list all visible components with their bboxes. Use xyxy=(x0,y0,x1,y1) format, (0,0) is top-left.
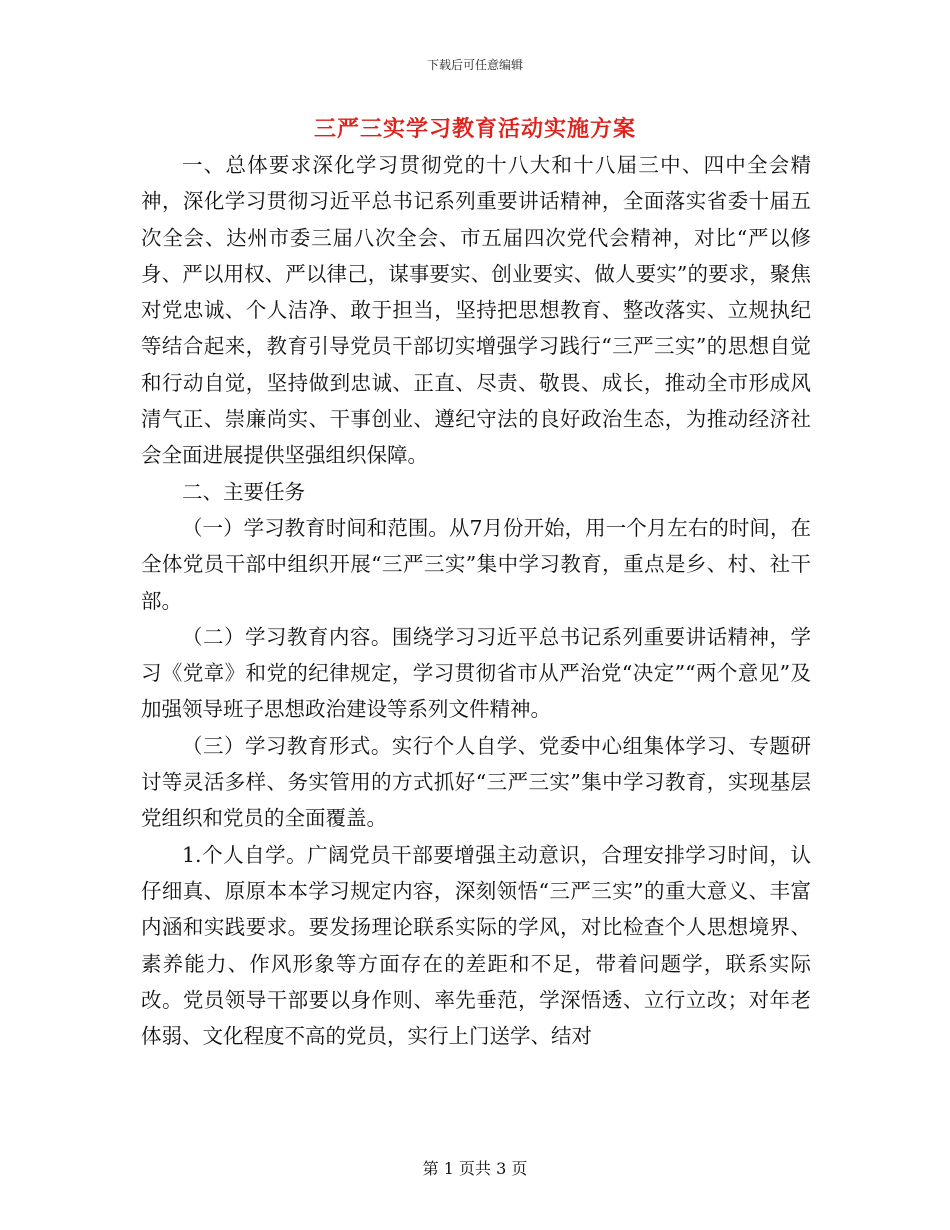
paragraph-content: （二）学习教育内容。围绕学习习近平总书记系列重要讲话精神，学习《党章》和党的纪律规定，学习贯彻省市从严治党“决定”“两个意见”及加强领导班子思想政治建设等系列文件精神。 xyxy=(141,624,811,722)
page-number: 第 1 页共 3 页 xyxy=(422,1159,528,1178)
paragraph-main-tasks-heading: 二、主要任务 xyxy=(182,479,305,504)
document-title: 三严三实学习教育活动实施方案 xyxy=(313,117,636,142)
paragraph-general-requirements: 一、总体要求深化学习贯彻党的十八大和十八届三中、四中全会精神，深化学习贯彻习近平总书记系列重要讲话精神，全面落实省委十届五次全会、达州市委三届八次全会、市五届四次党代会精神，对比“严以修身、严以用权、严以律己，谋事要实、创业要实、做人要实”的要求，聚焦对党忠诚、个人洁净、敢于担当，坚持把思想教育、整改落实、立规执纪等结合起来，教育引导党员干部切实增强学习践行“三严三实”的思想自觉和行动自觉，坚持做到忠诚、正直、尽责、敬畏、成长，推动全市形成风清气正、崇廉尚实、干事创业、遵纪守法的良好政治生态，为推动经济社会全面进展提供坚强组织保障。 xyxy=(141,153,811,468)
paragraph-form: （三）学习教育形式。实行个人自学、党委中心组集体学习、专题研讨等灵活多样、务实管用的方式抓好“三严三实”集中学习教育，实现基层党组织和党员的全面覆盖。 xyxy=(141,733,811,831)
header-note: 下载后可任意编辑 xyxy=(426,58,523,72)
document-body xyxy=(141,147,811,1054)
paragraph-time-and-scope: （一）学习教育时间和范围。从7月份开始，用一个月左右的时间，在全体党员干部中组织开展“三严三实”集中学习教育，重点是乡、村、社干部。 xyxy=(141,515,811,613)
paragraph-self-study: 1.个人自学。广阔党员干部要增强主动意识，合理安排学习时间，认仔细真、原原本本学习规定内容，深刻领悟“三严三实”的重大意义、丰富内涵和实践要求。要发扬理论联系实际的学风，对比检查个人思想境界、素养能力、作风形象等方面存在的差距和不足，带着问题学，联系实际改。党员领导干部要以身作则、率先垂范，学深悟透、立行立改；对年老体弱、文化程度不高的党员，实行上门送学、结对 xyxy=(141,842,811,1049)
